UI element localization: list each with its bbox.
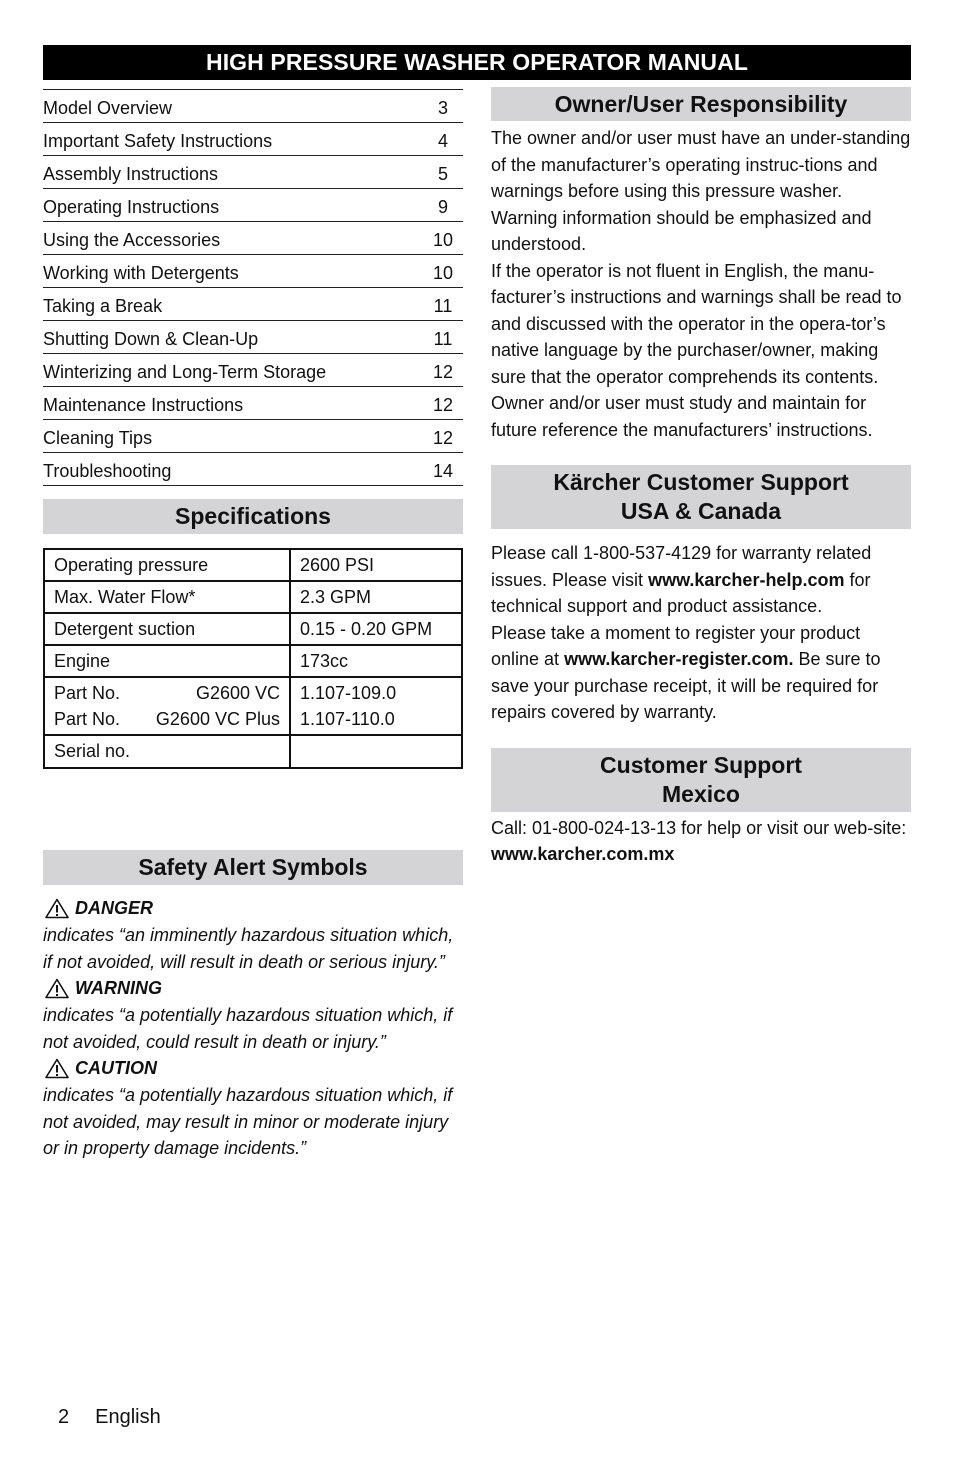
toc-entry-label: Model Overview: [43, 97, 173, 118]
part-number-label: Part No.: [54, 709, 121, 729]
part-number-model: G2600 VC: [195, 683, 280, 703]
toc-entry-page: 11: [433, 295, 453, 316]
spec-value: 2.3 GPM: [290, 581, 462, 613]
support-usa-heading: [491, 465, 911, 529]
support-usa-p1-tail: for technical support and product assistance.: [491, 569, 871, 616]
spec-row-serial: [44, 735, 462, 768]
safety-alert-header: [43, 1055, 463, 1082]
support-mexico-heading: [491, 748, 911, 812]
spec-row: [44, 645, 462, 677]
safety-alert-label: WARNING: [75, 978, 162, 998]
spec-label: Max. Water Flow*: [44, 581, 290, 613]
toc-entry-page: 12: [432, 361, 454, 382]
spec-row: [44, 613, 462, 645]
serial-label: Serial no.: [44, 735, 290, 768]
toc-entry-page: 11: [433, 328, 453, 349]
spec-label: Engine: [44, 645, 290, 677]
safety-alert-item: [43, 975, 463, 1055]
support-mexico-title-line1: Customer Support: [600, 751, 802, 778]
toc-entry[interactable]: [43, 123, 463, 156]
page-number: 2: [58, 1406, 70, 1428]
toc-entry-page: 12: [432, 427, 454, 448]
support-usa-text: [491, 540, 911, 726]
toc-entry-label: Operating Instructions: [43, 196, 220, 217]
part-number-line: [54, 680, 280, 706]
warning-triangle-icon: [43, 898, 75, 919]
toc-entry-label: Important Safety Instructions: [43, 130, 273, 151]
safety-alert-list: [43, 895, 463, 1162]
specifications-table: [43, 548, 463, 769]
toc-entry-label: Maintenance Instructions: [43, 394, 244, 415]
toc-entry-page: 3: [437, 97, 448, 118]
table-of-contents: [43, 89, 463, 486]
safety-alert-header: [43, 975, 463, 1002]
toc-entry[interactable]: [43, 420, 463, 453]
support-usa-title-line2: USA & Canada: [620, 498, 782, 524]
toc-entry[interactable]: [43, 255, 463, 288]
specifications-heading: Specifications: [43, 499, 463, 534]
support-usa-paragraph-2: [491, 620, 911, 726]
toc-entry[interactable]: [43, 222, 463, 255]
karcher-mexico-link[interactable]: www.karcher.com.mx: [491, 844, 675, 864]
toc-entry-page: 4: [437, 130, 448, 151]
part-number-value: 1.107-110.0: [300, 709, 395, 729]
support-usa-p1-text: Please call 1-800-537-4129 for warranty related issues. Please visit: [491, 543, 872, 590]
toc-entry[interactable]: [43, 189, 463, 222]
toc-entry-page: 10: [432, 229, 454, 250]
owner-responsibility-heading: Owner/User Responsibility: [491, 87, 911, 121]
support-usa-paragraph-1: [491, 540, 911, 620]
toc-entry-page: 12: [432, 394, 454, 415]
owner-paragraph: If the operator is not fluent in English, the manu-facturer’s instructions and warnings shall be read to and discussed with the operator in the opera-tor’s native language by the purchaser/owner, making sure that the operator comprehends its contents.: [491, 260, 902, 387]
safety-alert-description: indicates “a potentially hazardous situation which, if not avoided, could result in death or injury.”: [43, 1005, 453, 1052]
support-mexico-title-line2: Mexico: [662, 780, 740, 807]
serial-value-field[interactable]: [290, 735, 462, 768]
toc-entry[interactable]: [43, 453, 463, 486]
toc-entry-label: Using the Accessories: [43, 229, 221, 250]
part-number-labels: [44, 677, 290, 735]
spec-row: [44, 581, 462, 613]
safety-alert-heading: Safety Alert Symbols: [43, 850, 463, 885]
spec-row: [44, 549, 462, 581]
karcher-register-link[interactable]: www.karcher-register.com.: [564, 649, 794, 669]
page-language: English: [95, 1406, 161, 1428]
karcher-help-link[interactable]: www.karcher-help.com: [648, 569, 845, 590]
toc-entry[interactable]: [43, 321, 463, 354]
toc-entry-page: 9: [437, 196, 448, 217]
safety-alert-label: CAUTION: [75, 1058, 157, 1078]
safety-alert-description: indicates “a potentially hazardous situation which, if not avoided, may result in minor or moderate injury or in property damage incidents.”: [43, 1085, 453, 1158]
part-number-label: Part No.: [54, 683, 121, 703]
toc-entry-label: Winterizing and Long-Term Storage: [43, 361, 327, 382]
safety-alert-description: indicates “an imminently hazardous situation which, if not avoided, will result in death or serious injury.”: [43, 925, 454, 972]
toc-entry-label: Assembly Instructions: [43, 163, 219, 184]
toc-entry-page: 10: [432, 262, 454, 283]
part-number-model: G2600 VC Plus: [155, 709, 280, 729]
spec-value: 0.15 - 0.20 GPM: [290, 613, 462, 645]
toc-entry-label: Working with Detergents: [43, 262, 239, 283]
support-usa-title-line1: Kärcher Customer Support: [553, 469, 849, 495]
support-usa-p2-tail: Be sure to save your purchase receipt, it will be required for repairs covered by warranty.: [491, 649, 881, 722]
spec-label: Operating pressure: [44, 549, 290, 581]
left-column: [43, 89, 463, 1162]
support-mexico-call-text: Call: 01-800-024-13-13 for help or visit our web-site:: [491, 817, 907, 838]
safety-alert-item: [43, 1055, 463, 1162]
toc-entry-label: Troubleshooting: [43, 460, 172, 481]
toc-entry-label: Taking a Break: [43, 295, 163, 316]
support-usa-p2-text: Please take a moment to register your product online at: [491, 622, 861, 669]
toc-entry[interactable]: [43, 288, 463, 321]
toc-entry[interactable]: [43, 156, 463, 189]
toc-entry-label: Shutting Down & Clean-Up: [43, 328, 259, 349]
owner-paragraph: Owner and/or user must study and maintain for future reference the manufacturers’ instructions.: [491, 393, 873, 440]
warning-triangle-icon: [43, 978, 75, 999]
owner-responsibility-text: [491, 125, 911, 443]
manual-title-banner: HIGH PRESSURE WASHER OPERATOR MANUAL: [43, 45, 911, 80]
spec-label: Detergent suction: [44, 613, 290, 645]
toc-entry[interactable]: [43, 90, 463, 123]
toc-entry-label: Cleaning Tips: [43, 427, 153, 448]
right-column: [491, 87, 911, 868]
toc-entry-page: 14: [432, 460, 454, 481]
part-number-value: 1.107-109.0: [300, 683, 397, 703]
safety-alert-item: [43, 895, 463, 975]
toc-entry-page: 5: [437, 163, 448, 184]
part-number-values: [290, 677, 462, 735]
toc-entry[interactable]: [43, 354, 463, 387]
owner-paragraph: The owner and/or user must have an under-standing of the manufacturer’s operating instruc-tions and warnings before using this pressure washer.: [491, 128, 911, 201]
owner-paragraph: Warning information should be emphasized and understood.: [491, 207, 872, 254]
spec-row-part-numbers: [44, 677, 462, 735]
warning-triangle-icon: [43, 1058, 75, 1079]
toc-entry[interactable]: [43, 387, 463, 420]
spec-value: 2600 PSI: [290, 549, 462, 581]
spec-value: 173cc: [290, 645, 462, 677]
part-number-line: [54, 706, 280, 732]
support-mexico-text: [491, 815, 911, 868]
safety-alert-label: DANGER: [75, 898, 154, 918]
page-footer: [58, 1406, 161, 1429]
safety-alert-header: [43, 895, 463, 922]
